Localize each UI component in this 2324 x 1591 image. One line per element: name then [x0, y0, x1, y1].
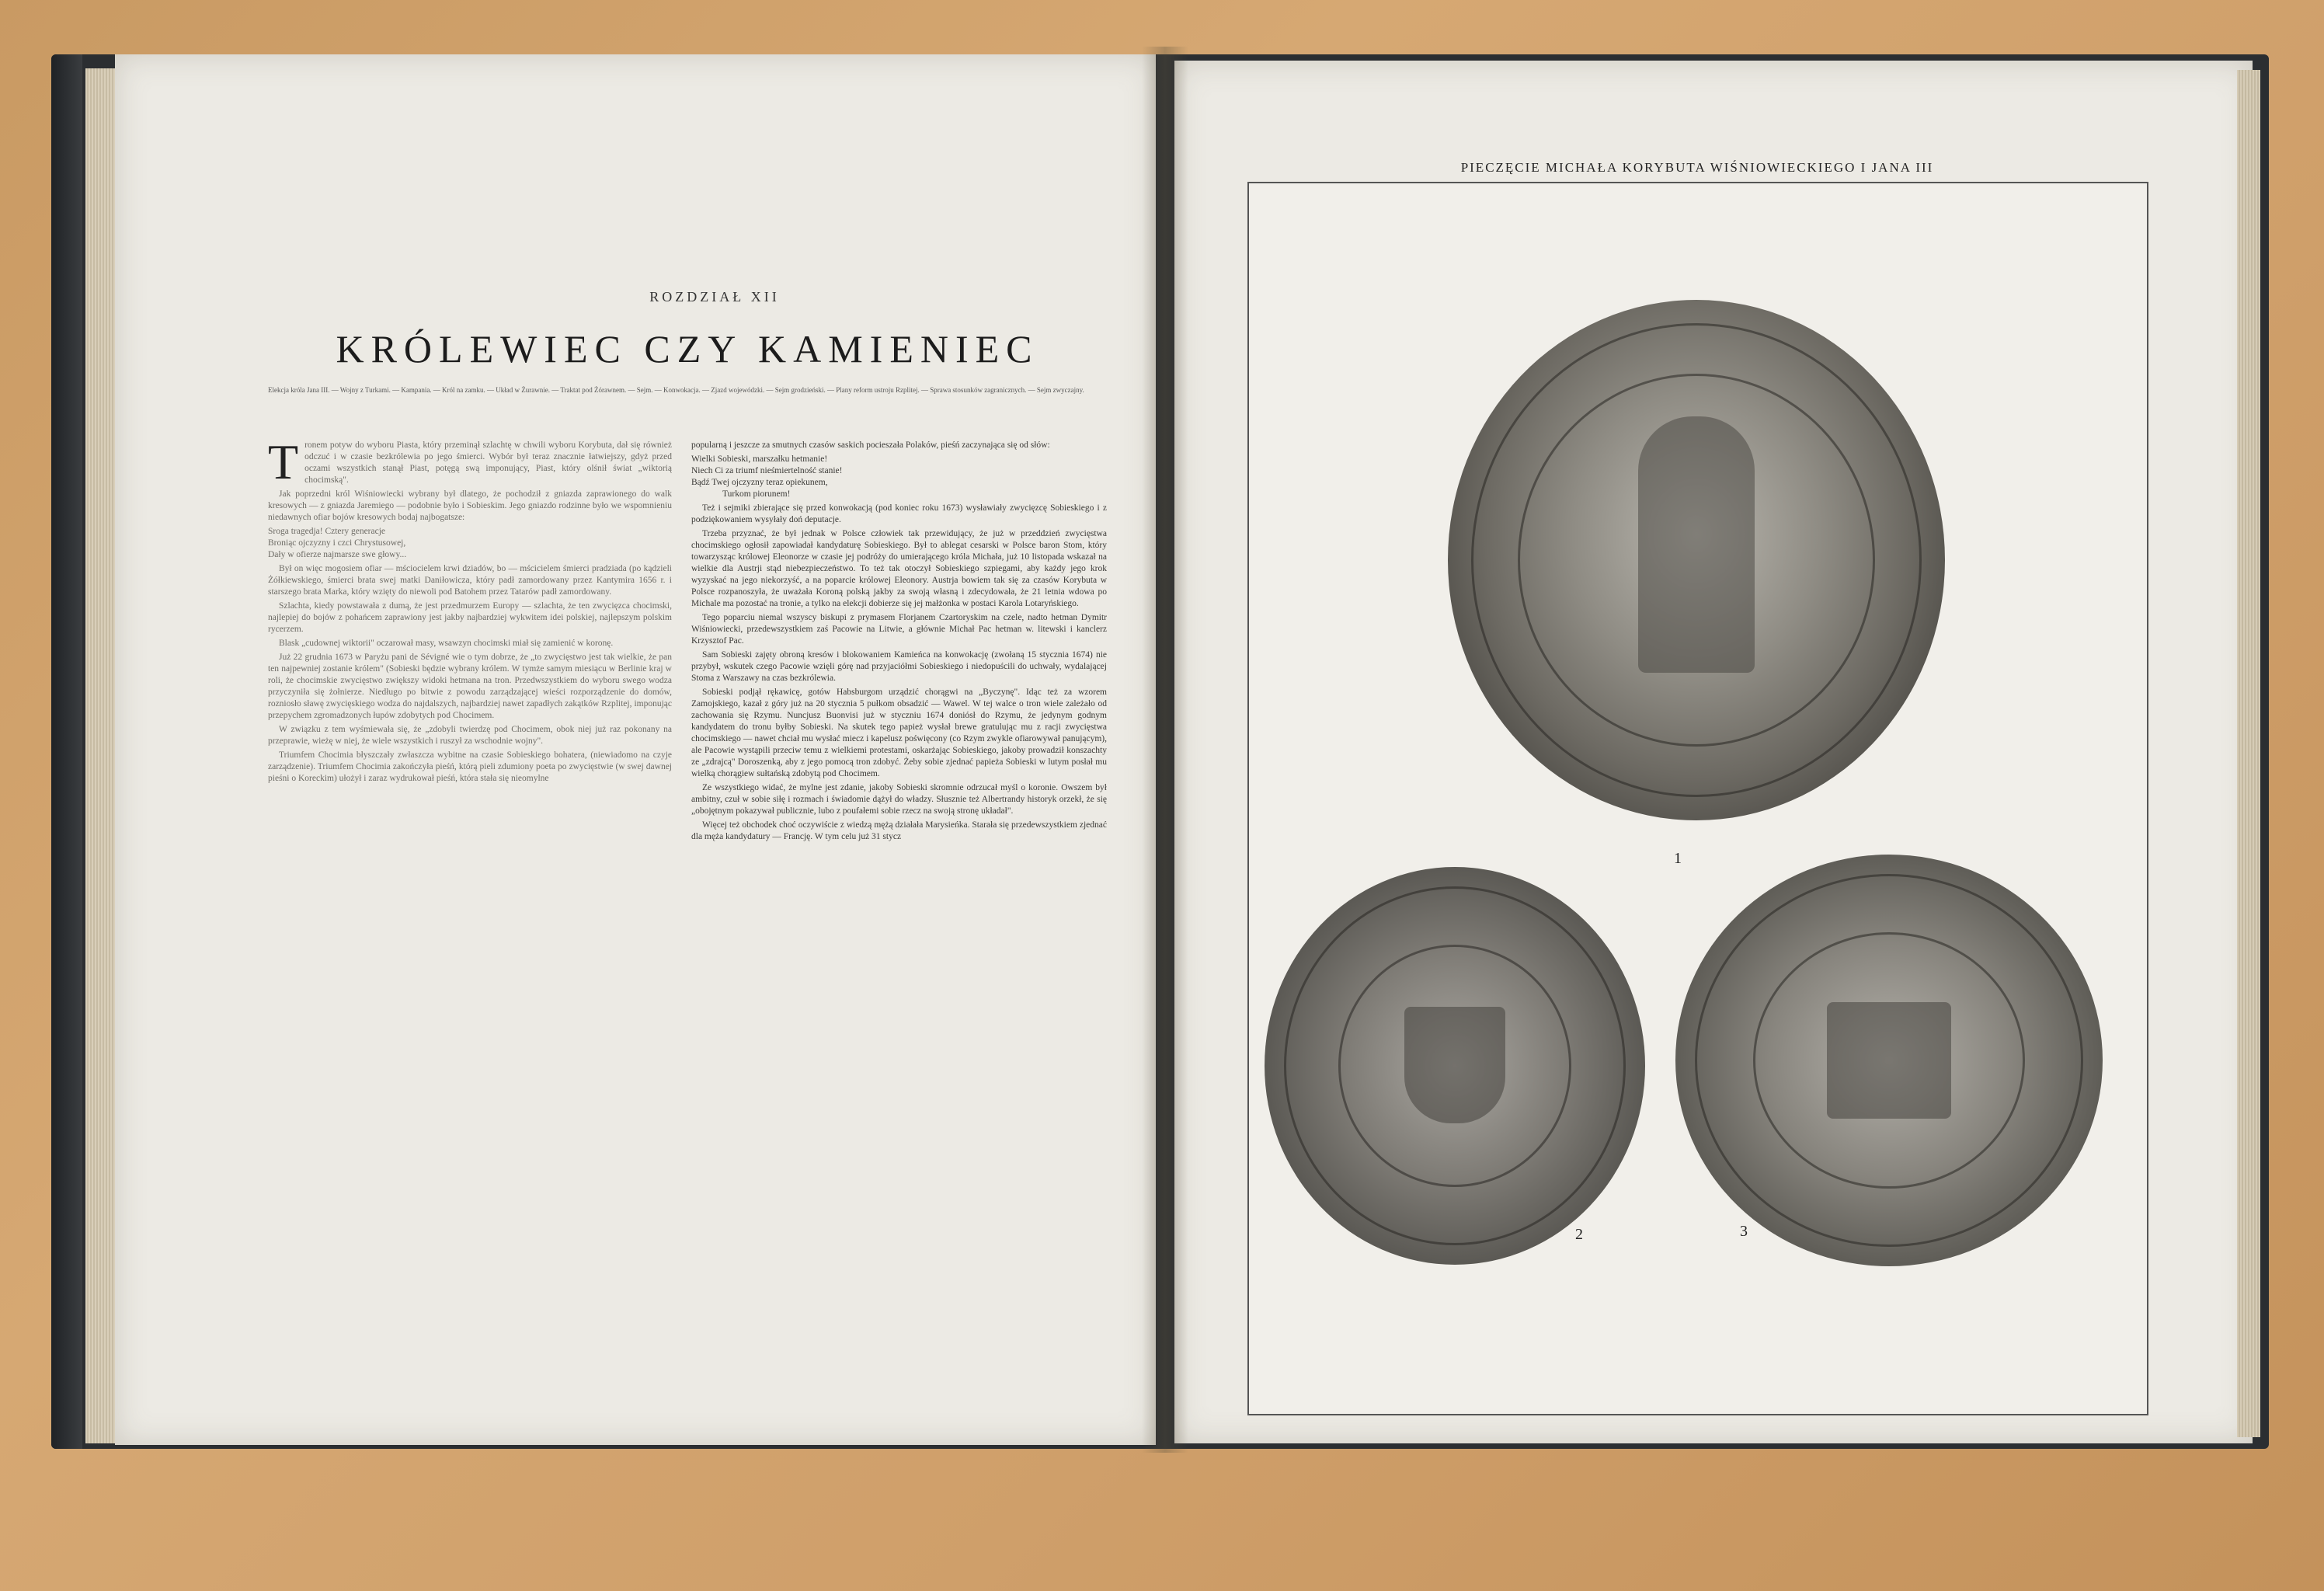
chapter-title: KRÓLEWIEC CZY KAMIENIEC	[336, 327, 1039, 371]
book-gutter	[1142, 47, 1188, 1453]
chapter-summary: Elekcja króla Jana III. — Wojny z Turkami. — Kampania. — Król na zamku. — Układ w Żurawnie. — Traktat pod Żórawnem. — Sejm. — Konwokacja. — Zjazd wojewódzki. — Sejm grodzieński. — Plany reform ustroju Rzplitej. — Sprawa stosunków zagranicznych. — Sejm zwyczajny.	[268, 386, 1084, 394]
seal-number-2: 2	[1575, 1226, 1583, 1243]
paragraph: Trzeba przyznać, że był jednak w Polsce człowiek tak przewidujący, że już w przeddzień zwycięstwa chocimskiego ogłosił zapowiadał kandydaturę Sobieskiego. Był to ablegat cesarski w Polsce baron Stom, który towarzysząc królowej Eleonorze w czasie jej podróży do umierającego króla Michała, już 10 listopada wskazał na wielkie dla Austrji stąd niebezpieczeństwo. To też tak otoczył Sobieskiego szpiegami, aby każdy jego krok wyzyskać na jego niekorzyść, a na poparcie królowej Eleonory. Austrja bowiem tak się za czasów Korybuta w Polsce rozpanoszyła, że uważała Koroną polską jakby za swoją własną i zdecydowała, że 21 letnia wdowa po Michale ma pozostać na tronie, a tylko na elekcji dobierze się jej małżonka w postaci Karola Lotaryńskiego.	[691, 529, 1107, 608]
text-column-left	[268, 440, 672, 1411]
paragraph: Ze wszystkiego widać, że mylne jest zdanie, jakoby Sobieski skromnie odrzucał myśl o koronie. Owszem był ambitny, czuł w sobie siłę i rozmach i świadomie dążył do władzy. Słusznie też Albertrandy historyk orzekł, że się „obojętnym pokazywał publicznie, lubo z poufałemi sobie rzecz na swoją stronę układał".	[691, 783, 1107, 816]
paragraph: Też i sejmiki zbierające się przed konwokacją (pod koniec roku 1673) wysławiały zwycięzcę Sobieskiego i z podziękowaniem wysyłały doń deputacje.	[691, 503, 1107, 524]
seal-image-1	[1448, 300, 1945, 820]
paragraph: Był on więc mogosiem ofiar — mściocielem krwi dziadów, bo — mścicielem śmierci pradziada (po kądzieli Żółkiewskiego, śmierci brata swej matki Daniłowicza, który padł zamordowany przez Kantymira 1656 r. i starszego brata Marka, który wzięty do niewoli pod Batohem przez Tatarów padł zamordowany.	[268, 564, 672, 597]
seal-number-1: 1	[1674, 850, 1682, 867]
paragraph: Tego poparciu niemal wszyscy biskupi z prymasem Florjanem Czartoryskim na czele, nadto hetman Dymitr Wiśniowiecki, przedewszystkiem zaś Pacowie na Litwie, a głównie Michał Pac hetman w. litewski i kanclerz Krzysztof Pac.	[691, 613, 1107, 646]
paragraph: Blask „cudownej wiktorii" oczarował masy, wsawzyn chocimski miał się zamienić w koronę.	[279, 639, 614, 648]
paragraph: W związku z tem wyśmiewała się, że „zdobyli twierdzę pod Chocimem, obok niej już raz pokonany na przeprawie, wieżę w niej, że wiele wszystkich i ruszył za wschodnie wojny".	[268, 725, 672, 746]
page-edges-right	[2237, 70, 2260, 1437]
paragraph: Jak poprzedni król Wiśniowiecki wybrany był dlatego, że pochodził z gniazda zaprawionego do walk kresowych — z gniazda Jaremiego — podobnie było i Sobieskim. Jego gniazdo rodzinne było we wspomnieniu niedawnych ofiar bojów kresowych bodaj najbogatsze:	[268, 489, 672, 522]
paragraph: Sobieski podjął rękawicę, gotów Habsburgom urządzić chorągwi na „Byczynę". Idąc też za wzorem Zamojskiego, kazał z góry już na 20 stycznia 5 pułkom obsadzić — Wawel. W tej walce o tron wiele zależało od zachowania się Rzymu. Nuncjusz Buonvisi już w styczniu 1674 doniósł do Rzymu, że jedynym godnym kandydatem do tronu byłby Sobieski. Na skutek tego papież wysłał brewe gratulując mu z racji zwycięstwa chocimskiego — nawet chciał mu wysłać miecz i kapelusz poświęcony (co Rzym zwykle ofiarowywał panującym), ale Pacowie wystąpili przeciw temu z wielkiemi protestami, oskarżając Sobieskiego, jakoby prowadził konszachty ze „zdrajcą" Doroszenką, aby z jego pomocą tron zdobyć. Żeby sobie zjednać papieża Sobieski w lutym posłał mu wielką chorągiew sułtańską zdobytą pod Chocimem.	[691, 688, 1107, 778]
paragraph: Już 22 grudnia 1673 w Paryżu pani de Sévigné wie o tym dobrze, że „to zwycięstwo jest tak wielkie, że pan ten najpewniej zostanie królem" (Sobieski będzie wybrany królem. W tymże samym miesiącu w Berlinie kraj w roli, że chocimskie zwycięstwo zwiększy widoki hetmana na tron. Przedwszystkiem do wyboru swego wodza przyczyniła się żołnierze. Niedługo po bitwie z powodu zarządzającej wieści rozporządzenie do domów, rozniosło sławę zwycięskiego wodza do najdalszych, najbardziej nawet zapadłych zakątków Rzplitej, imponując przepychem zgromadzonych łupów zdobytych pod Chocimem.	[268, 653, 672, 720]
paragraph: Szlachta, kiedy powstawała z dumą, że jest przedmurzem Europy — szlachta, że ten zwycięzca chocimski, najlepiej do bojów z pohańcem zaprawiony jest jakby najbardziej wykwitem idei polskiej, najlepszym polskim rycerzem.	[268, 601, 672, 634]
paragraph: Sam Sobieski zajęty obroną kresów i blokowaniem Kamieńca na konwokację (zwołaną 15 stycznia 1674) nie przybył, wskutek czego Pacowie wzięli górę nad przyjaciółmi Sobieskiego i niedopuścili do uchwały, wydalającej Stoma z Warszawy na czas bezkrólewia.	[691, 650, 1107, 683]
seal-image-2	[1265, 867, 1645, 1265]
paragraph: Więcej też obchodek choć oczywiście z wiedzą mężą działała Marysieńka. Starała się przedewszystkiem zjednać dla męża kandydatury — Francję. W tym celu już 31 stycz	[691, 820, 1107, 841]
paragraph: popularną i jeszcze za smutnych czasów saskich pocieszała Polaków, pieśń zaczynająca się od słów:	[691, 440, 1050, 450]
chapter-label: ROZDZIAŁ XII	[649, 289, 780, 305]
drop-cap: T	[268, 440, 299, 489]
plate-caption: PIECZĘCIE MICHAŁA KORYBUTA WIŚNIOWIECKIEGO I JANA III	[1460, 160, 1934, 175]
paragraph: Triumfem Chocimia błyszczały zwłaszcza wybitne na czasie Sobieskiego bohatera, (niewiadomo na czyje zarządzenie). Triumfem Chocimia zakończyła pieśń, którą pieli zdumiony poeta po zwycięstwie (w swej dawnej pieśni o Koreckim) ułożył i zaraz wydrukował pieśń, która stała się nieomylne	[268, 750, 672, 783]
paragraph: Tronem potyw do wyboru Piasta, który przeminął szlachtę w chwili wyboru Korybuta, dał się również odczuć i w czasie bezkrólewia po jego śmierci. Wybór był teraz znacznie łatwiejszy, gdyż przed oczami wszystkich stanął Piast, potęgą swą imponujący, Piast, który olśnił świat „wiktorią chocimską".	[268, 440, 672, 489]
page-edges-left	[85, 68, 117, 1443]
seal-image-3	[1675, 855, 2103, 1266]
verse: Sroga tragedja! Cztery generacje Broniąc ojczyzny i czci Chrystusowej, Dały w ofierze najmarsze swe głowy...	[268, 527, 407, 559]
verse: Wielki Sobieski, marszałku hetmanie! Niech Ci za triumf nieśmiertelność stanie! Bądź Twej ojczyzny teraz opiekunem, Turkom piorunem!	[691, 454, 843, 499]
seal-figure	[1638, 416, 1755, 673]
seal-shield	[1404, 1007, 1505, 1123]
seal-number-3: 3	[1740, 1223, 1748, 1240]
book-spine	[51, 54, 82, 1449]
seal-shield	[1827, 1002, 1951, 1119]
text-column-right	[691, 440, 1107, 1411]
